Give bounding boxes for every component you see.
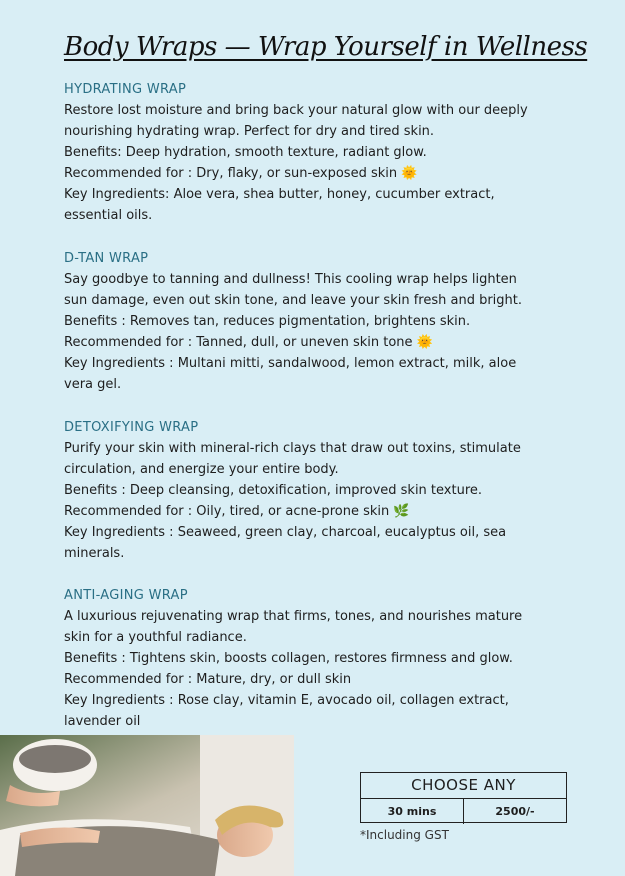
section-hydrating-wrap [64, 79, 564, 226]
ingredients-line: Key Ingredients : Rose clay, vitamin E, avocado oil, collagen extract, [64, 693, 509, 708]
amount-cell: 2500/- [463, 799, 566, 824]
benefits-line: Benefits : Tightens skin, boosts collagen, restores firmness and glow. [64, 651, 513, 666]
page-title: Body Wraps — Wrap Yourself in Wellness [64, 32, 588, 62]
section-d-tan-wrap [64, 248, 564, 395]
section-heading: D-TAN WRAP [64, 251, 149, 266]
ingredients-line: Key Ingredients: Aloe vera, shea butter, honey, cucumber extract, [64, 187, 495, 202]
benefits-line: Benefits : Deep cleansing, detoxification, improved skin texture. [64, 483, 483, 498]
duration-cell: 30 mins [387, 805, 437, 818]
section-heading: DETOXIFYING WRAP [64, 420, 199, 435]
ingredients-line: essential oils. [64, 208, 153, 223]
recommended-line: Recommended for : Tanned, dull, or uneven skin tone 🌞 [64, 335, 433, 350]
description-line: nourishing hydrating wrap. Perfect for dry and tired skin. [64, 124, 435, 139]
gst-note: *Including GST [360, 828, 449, 842]
recommended-line: Recommended for : Oily, tired, or acne-prone skin 🌿 [64, 504, 410, 519]
description-line: Restore lost moisture and bring back your natural glow with our deeply [64, 103, 528, 118]
section-heading: HYDRATING WRAP [64, 82, 187, 97]
price-row [361, 799, 566, 824]
description-line: A luxurious rejuvenating wrap that firms, tones, and nourishes mature [64, 609, 523, 624]
section-heading: ANTI-AGING WRAP [64, 588, 188, 603]
price-table [360, 772, 567, 823]
ingredients-line: minerals. [64, 546, 125, 561]
price-table-header: CHOOSE ANY [361, 773, 566, 799]
ingredients-line: lavender oil [64, 714, 141, 729]
benefits-line: Benefits: Deep hydration, smooth texture, radiant glow. [64, 145, 427, 160]
description-line: circulation, and energize your entire body. [64, 462, 339, 477]
description-line: Say goodbye to tanning and dullness! This cooling wrap helps lighten [64, 272, 517, 287]
section-detoxifying-wrap [64, 417, 564, 564]
recommended-line: Recommended for : Mature, dry, or dull skin [64, 672, 352, 687]
spa-treatment-photo [0, 735, 294, 876]
ingredients-line: Key Ingredients : Seaweed, green clay, charcoal, eucalyptus oil, sea [64, 525, 507, 540]
description-line: sun damage, even out skin tone, and leave your skin fresh and bright. [64, 293, 523, 308]
description-line: skin for a youthful radiance. [64, 630, 247, 645]
ingredients-line: vera gel. [64, 377, 122, 392]
section-anti-aging-wrap [64, 585, 564, 732]
ingredients-line: Key Ingredients : Multani mitti, sandalwood, lemon extract, milk, aloe [64, 356, 517, 371]
recommended-line: Recommended for : Dry, flaky, or sun-exposed skin 🌞 [64, 166, 418, 181]
description-line: Purify your skin with mineral-rich clays that draw out toxins, stimulate [64, 441, 521, 456]
benefits-line: Benefits : Removes tan, reduces pigmentation, brightens skin. [64, 314, 471, 329]
